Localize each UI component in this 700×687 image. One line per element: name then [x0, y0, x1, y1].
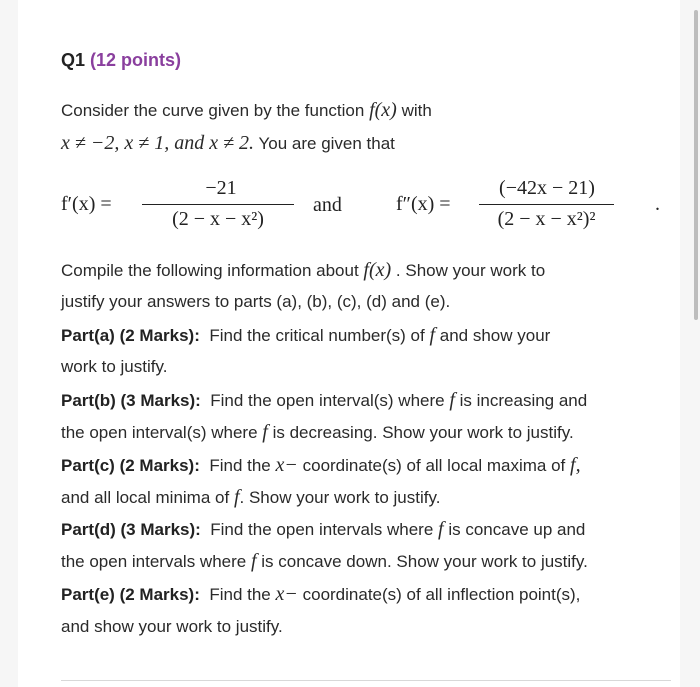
part-a-line-2: work to justify.	[61, 357, 168, 376]
and-word: and	[313, 194, 342, 216]
question-number: Q1	[61, 50, 86, 70]
part-d-line-2: the open intervals where f is concave down. Show your work to justify.	[61, 550, 588, 572]
intro-function: f(x)	[369, 99, 397, 121]
part-e-label: Part(e) (2 Marks):	[61, 585, 200, 604]
question-card	[18, 0, 680, 687]
part-c-line-1: Part(c) (2 Marks): Find the x− coordinate(s) of all local maxima of f,	[61, 454, 581, 476]
intro-text: Consider the curve given by the function	[61, 101, 365, 120]
part-d-line-1: Part(d) (3 Marks): Find the open intervals where f is concave up and	[61, 518, 586, 540]
compile-line-2: justify your answers to parts (a), (b), (c), (d) and (e).	[61, 292, 451, 311]
f-prime-numerator: −21	[205, 177, 237, 199]
f-double-prime-denominator: (2 − x − x²)²	[497, 208, 596, 230]
intro-with: with	[401, 101, 432, 120]
domain-conditions: x ≠ −2, x ≠ 1, and x ≠ 2.	[61, 132, 255, 154]
intro-given: You are given that	[258, 134, 395, 153]
f-double-prime-fraction-bar	[479, 204, 614, 205]
compile-line-1: Compile the following information about f(x) . Show your work to	[61, 259, 546, 281]
part-e-line-1: Part(e) (2 Marks): Find the x− coordinate(s) of all inflection point(s),	[61, 583, 581, 605]
question-points: (12 points)	[90, 50, 182, 70]
part-b-line-1: Part(b) (3 Marks): Find the open interval(s) where f is increasing and	[61, 389, 588, 411]
part-c-line-2: and all local minima of f. Show your work to justify.	[61, 486, 441, 508]
formula-period: .	[655, 193, 660, 215]
f-prime-fraction-bar	[142, 204, 294, 205]
intro-line-1	[61, 99, 432, 122]
bottom-divider	[61, 680, 671, 681]
f-double-prime-lhs: f″(x) =	[396, 193, 451, 215]
part-a-line-1: Part(a) (2 Marks): Find the critical number(s) of f and show your	[61, 324, 551, 346]
compile-function: f(x)	[363, 259, 392, 281]
f-double-prime-numerator: (−42x − 21)	[499, 177, 595, 199]
f-prime-lhs: f′(x) =	[61, 193, 112, 215]
question-title	[61, 50, 181, 71]
part-d-label: Part(d) (3 Marks):	[61, 520, 201, 539]
part-a-label: Part(a) (2 Marks):	[61, 326, 200, 345]
part-c-label: Part(c) (2 Marks):	[61, 456, 200, 475]
part-b-label: Part(b) (3 Marks):	[61, 391, 201, 410]
f-prime-denominator: (2 − x − x²)	[172, 208, 264, 230]
intro-line-2	[61, 132, 395, 155]
part-b-line-2: the open interval(s) where f is decreasing. Show your work to justify.	[61, 421, 574, 443]
part-e-line-2: and show your work to justify.	[61, 617, 283, 636]
scrollbar[interactable]	[694, 10, 698, 320]
